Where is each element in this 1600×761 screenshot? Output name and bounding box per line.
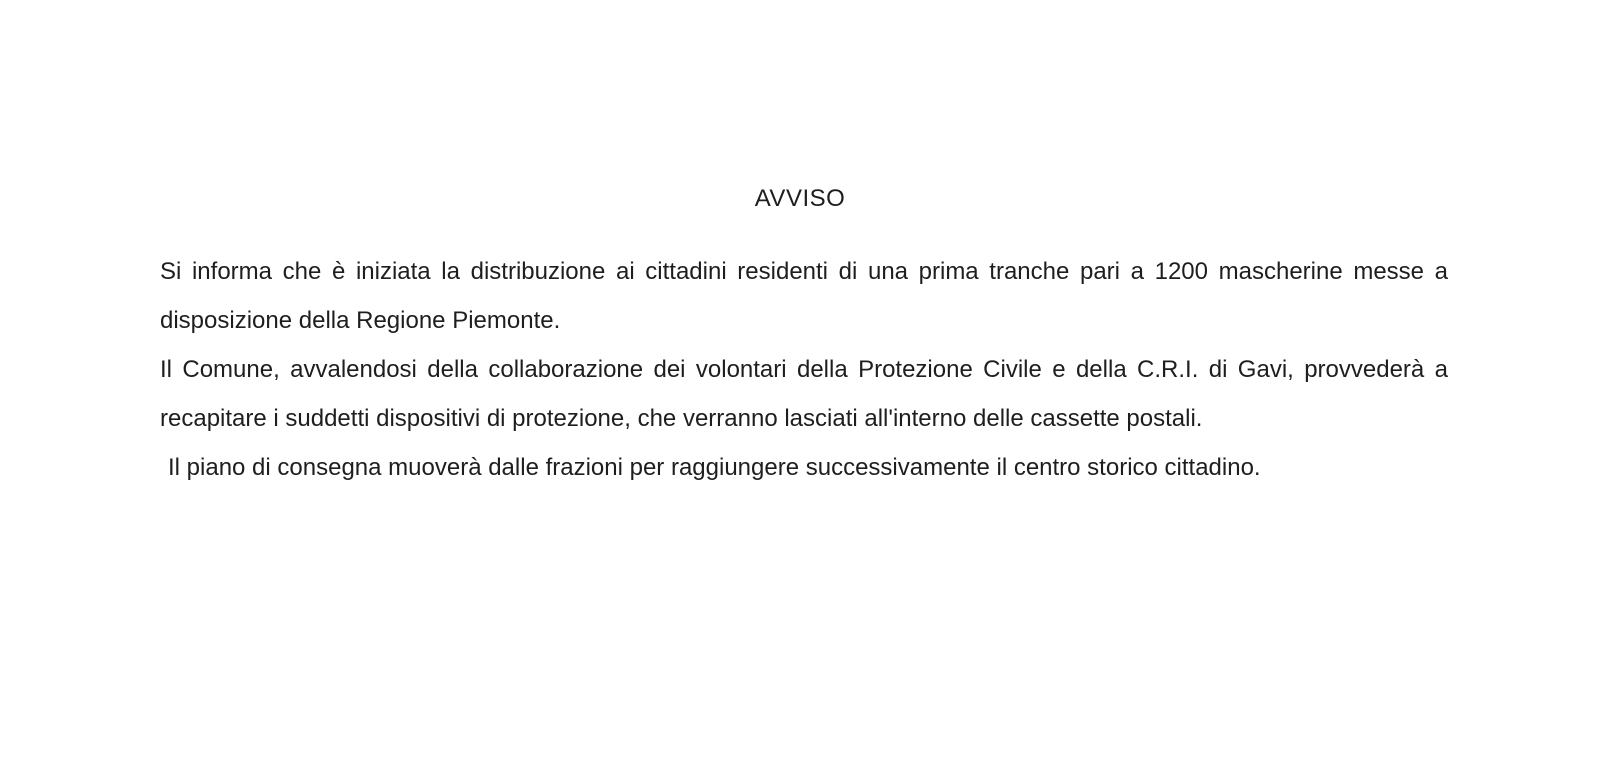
paragraph-delivery: Il Comune, avvalendosi della collaborazione dei volontari della Protezione Civile e della C.R.I. di Gavi, provvederà a recapitare i suddetti dispositivi di protezione, che verranno lasciati all'interno delle cassette postali. bbox=[160, 356, 1448, 432]
notice-title: AVVISO bbox=[754, 185, 846, 212]
paragraph-distribution: Si informa che è iniziata la distribuzione ai cittadini residenti di una prima tranche pari a 1200 mascherine messe a disposizione della Regione Piemonte. bbox=[160, 258, 1448, 334]
notice-body bbox=[160, 247, 1448, 492]
paragraph-plan: Il piano di consegna muoverà dalle frazioni per raggiungere successivamente il centro storico cittadino. bbox=[168, 454, 1261, 481]
